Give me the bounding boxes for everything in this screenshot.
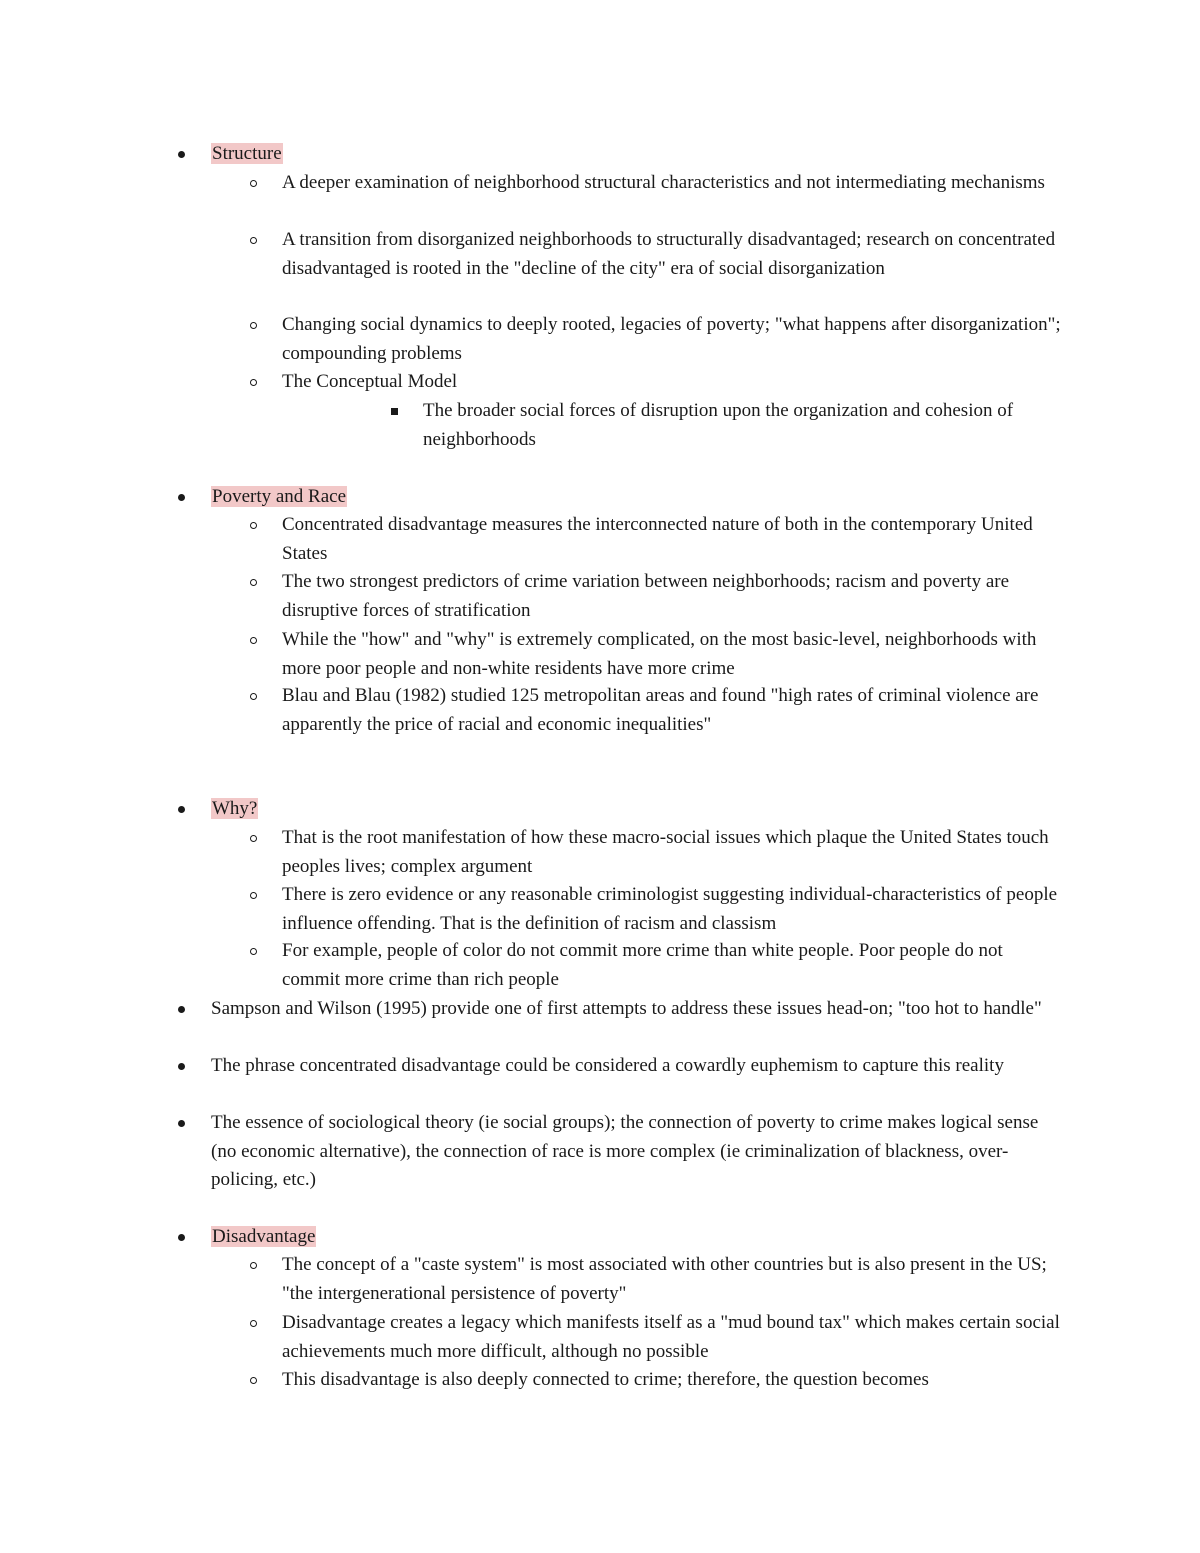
circle-bullet-icon <box>250 379 257 386</box>
section-heading-why: Why? <box>212 798 258 819</box>
disc-bullet-icon <box>178 1234 185 1241</box>
circle-bullet-icon <box>250 322 257 329</box>
circle-bullet-icon <box>250 180 257 187</box>
list-item-text: The Conceptual Model <box>282 371 458 392</box>
list-item-text: Blau and Blau (1982) studied 125 metropolitan areas and found "high rates of criminal violence are apparently the price of racial and economic inequalities" <box>282 685 1039 735</box>
list-item-text: A transition from disorganized neighborhoods to structurally disadvantaged; research on concentrated disadvantaged is rooted in the "decline of the city" era of social disorganization <box>282 229 1056 279</box>
circle-bullet-icon <box>250 1262 257 1269</box>
list-item-text: Changing social dynamics to deeply rooted, legacies of poverty; "what happens after disorganization"; compounding problems <box>282 314 1061 364</box>
circle-bullet-icon <box>250 579 257 586</box>
disc-bullet-icon <box>178 1063 185 1070</box>
list-item-text: The essence of sociological theory (ie social groups); the connection of poverty to crime makes logical sense (no economic alternative), the connection of race is more complex (ie criminalization of blackness, over-policing, etc.) <box>211 1112 1039 1190</box>
list-item-text: Disadvantage creates a legacy which manifests itself as a "mud bound tax" which makes certain social achievements much more difficult, although no possible <box>282 1312 1060 1362</box>
list-item-text: The concept of a "caste system" is most associated with other countries but is also present in the US; "the intergenerational persistence of poverty" <box>282 1254 1047 1304</box>
circle-bullet-icon <box>250 948 257 955</box>
disc-bullet-icon <box>178 1006 185 1013</box>
list-item-text: Sampson and Wilson (1995) provide one of first attempts to address these issues head-on; "too hot to handle" <box>211 998 1042 1019</box>
list-item-text: While the "how" and "why" is extremely complicated, on the most basic-level, neighborhoods with more poor people and non-white residents have more crime <box>282 629 1037 679</box>
disc-bullet-icon <box>178 151 185 158</box>
circle-bullet-icon <box>250 237 257 244</box>
list-item-text: Concentrated disadvantage measures the interconnected nature of both in the contemporary United States <box>282 514 1033 564</box>
disc-bullet-icon <box>178 1120 185 1127</box>
list-item-text: The two strongest predictors of crime variation between neighborhoods; racism and poverty are disruptive forces of stratification <box>282 571 1010 621</box>
list-item-text: A deeper examination of neighborhood structural characteristics and not intermediating mechanisms <box>282 172 1045 193</box>
circle-bullet-icon <box>250 693 257 700</box>
section-heading-poverty-race: Poverty and Race <box>212 486 347 507</box>
list-item-text: This disadvantage is also deeply connected to crime; therefore, the question becomes <box>282 1369 929 1390</box>
circle-bullet-icon <box>250 835 257 842</box>
list-item-text: For example, people of color do not commit more crime than white people. Poor people do not commit more crime than rich people <box>282 940 1003 990</box>
list-item-text: The broader social forces of disruption upon the organization and cohesion of neighborhoods <box>423 400 1014 450</box>
section-heading-disadvantage: Disadvantage <box>212 1226 316 1247</box>
circle-bullet-icon <box>250 637 257 644</box>
circle-bullet-icon <box>250 892 257 899</box>
circle-bullet-icon <box>250 1377 257 1384</box>
disc-bullet-icon <box>178 494 185 501</box>
circle-bullet-icon <box>250 1320 257 1327</box>
list-item-text: That is the root manifestation of how these macro-social issues which plaque the United States touch peoples lives; complex argument <box>282 827 1049 877</box>
disc-bullet-icon <box>178 806 185 813</box>
square-bullet-icon <box>391 408 398 415</box>
list-item-text: The phrase concentrated disadvantage could be considered a cowardly euphemism to capture this reality <box>211 1055 1004 1076</box>
circle-bullet-icon <box>250 522 257 529</box>
list-item-text: There is zero evidence or any reasonable criminologist suggesting individual-characteristics of people influence offending. That is the definition of racism and classism <box>282 884 1058 934</box>
section-heading-structure: Structure <box>212 143 282 164</box>
